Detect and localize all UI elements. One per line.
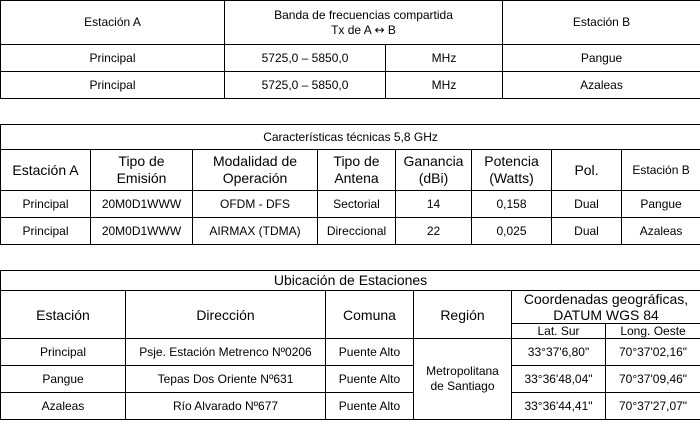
table-row (1, 339, 700, 366)
header-lat: Lat. Sur (512, 324, 606, 339)
header-tipo-emision: Tipo de Emisión (91, 150, 193, 191)
cell-long: 70°37'27,07" (606, 393, 700, 420)
cell-comuna: Puente Alto (326, 393, 414, 420)
cell-antena: Sectorial (318, 191, 396, 218)
cell-estacion-b: Pangue (622, 191, 700, 218)
cell-estacion: Principal (1, 339, 126, 366)
cell-lat: 33°37'6,80" (512, 339, 606, 366)
cell-estacion-b: Azaleas (622, 218, 700, 245)
cell-estacion: Azaleas (1, 393, 126, 420)
header-region: Región (414, 291, 512, 339)
cell-long: 70°37'02,16" (606, 339, 700, 366)
cell-ganancia: 14 (396, 191, 472, 218)
banda-line1: Banda de frecuencias compartida (274, 7, 453, 22)
frequency-band-table (0, 0, 700, 99)
cell-estacion-b: Pangue (503, 45, 700, 72)
cell-estacion-b: Azaleas (503, 72, 700, 99)
table-row (1, 366, 700, 393)
table-row (1, 45, 700, 72)
station-location-table (0, 270, 700, 420)
cell-lat: 33°36'44,41" (512, 393, 606, 420)
cell-estacion-a: Principal (1, 191, 91, 218)
header-estacion-b: Estación B (622, 150, 700, 191)
header-comuna: Comuna (326, 291, 414, 339)
cell-modalidad: OFDM - DFS (193, 191, 318, 218)
header-pol: Pol. (552, 150, 622, 191)
cell-emision: 20M0D1WWW (91, 218, 193, 245)
table-row (1, 72, 700, 99)
cell-pol: Dual (552, 218, 622, 245)
cell-lat: 33°36'48,04" (512, 366, 606, 393)
cell-unidad: MHz (386, 45, 503, 72)
table-row (1, 218, 700, 245)
header-estacion-b: Estación B (503, 1, 700, 45)
cell-antena: Direccional (318, 218, 396, 245)
cell-long: 70°37'09,46" (606, 366, 700, 393)
cell-direccion: Río Alvarado Nº677 (126, 393, 326, 420)
header-modalidad: Modalidad de Operación (193, 150, 318, 191)
header-ganancia: Ganancia (dBi) (396, 150, 472, 191)
cell-region: Metropolitana de Santiago (414, 339, 512, 420)
cell-estacion-a: Principal (1, 218, 91, 245)
cell-estacion: Pangue (1, 366, 126, 393)
cell-ganancia: 22 (396, 218, 472, 245)
cell-estacion-a: Principal (1, 72, 225, 99)
cell-comuna: Puente Alto (326, 366, 414, 393)
header-banda-compartida (225, 1, 503, 45)
header-estacion: Estación (1, 291, 126, 339)
location-caption: Ubicación de Estaciones (1, 271, 700, 291)
cell-potencia: 0,025 (472, 218, 552, 245)
table-row (1, 393, 700, 420)
header-estacion-a: Estación A (1, 1, 225, 45)
header-tipo-antena: Tipo de Antena (318, 150, 396, 191)
cell-modalidad: AIRMAX (TDMA) (193, 218, 318, 245)
cell-estacion-a: Principal (1, 45, 225, 72)
cell-unidad: MHz (386, 72, 503, 99)
header-potencia: Potencia (Watts) (472, 150, 552, 191)
cell-direccion: Psje. Estación Metrenco Nº0206 (126, 339, 326, 366)
cell-pol: Dual (552, 191, 622, 218)
header-long: Long. Oeste (606, 324, 700, 339)
cell-potencia: 0,158 (472, 191, 552, 218)
header-coordenadas: Coordenadas geográficas, DATUM WGS 84 (512, 291, 700, 324)
cell-rango: 5725,0 – 5850,0 (225, 72, 386, 99)
header-estacion-a: Estación A (1, 150, 91, 191)
cell-direccion: Tepas Dos Oriente Nº631 (126, 366, 326, 393)
cell-rango: 5725,0 – 5850,0 (225, 45, 386, 72)
header-direccion: Dirección (126, 291, 326, 339)
technical-specs-table (0, 124, 700, 245)
specs-caption: Características técnicas 5,8 GHz (1, 125, 700, 150)
table-row (1, 191, 700, 218)
cell-comuna: Puente Alto (326, 339, 414, 366)
cell-emision: 20M0D1WWW (91, 191, 193, 218)
banda-line2: Tx de A ↔ B (331, 22, 396, 37)
double-arrow-icon: ↔ (374, 22, 385, 37)
